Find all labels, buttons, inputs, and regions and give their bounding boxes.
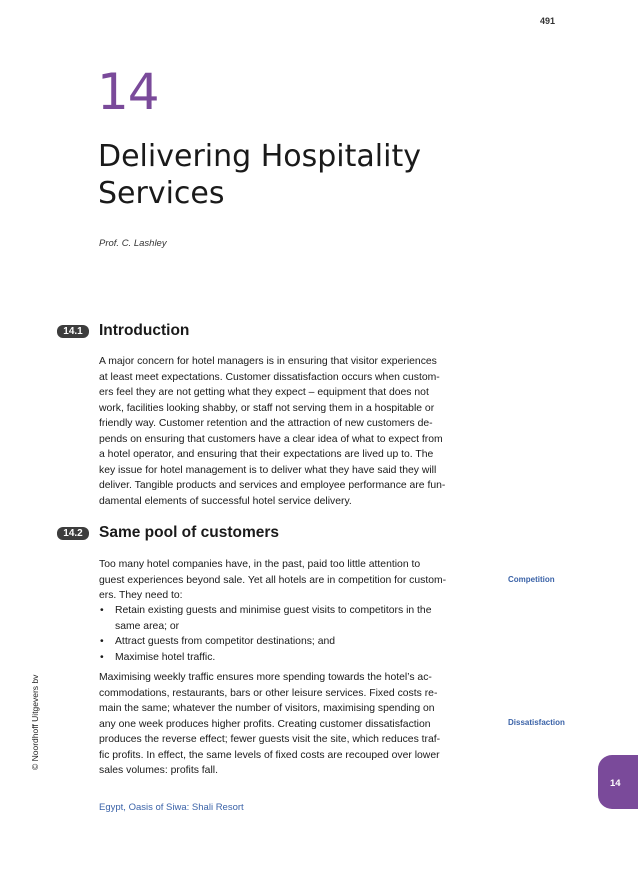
text-line: Maximising weekly traffic ensures more spending towards the hotel’s ac- bbox=[99, 672, 432, 683]
text-line: any one week produces higher profits. Creating customer dissatisfaction bbox=[99, 718, 431, 730]
section-badge: 14.2 bbox=[57, 527, 89, 540]
chapter-tab-label: 14 bbox=[610, 778, 621, 789]
text-line: friendly way. Customer retention and the attraction of new customers de- bbox=[99, 418, 433, 429]
text-line: key issue for hotel management is to deliver what they have said they will bbox=[99, 464, 437, 476]
page-number: 491 bbox=[540, 16, 556, 26]
margin-note-dissatisfaction: Dissatisfaction bbox=[508, 718, 565, 727]
text-line: commodations, restaurants, bars or other leisure services. Fixed costs re- bbox=[99, 687, 438, 699]
section-title: Introduction bbox=[99, 322, 190, 339]
text-line: at least meet expectations. Customer dissatisfaction occurs when custom- bbox=[99, 371, 440, 383]
text-line: same area; or bbox=[115, 620, 180, 632]
text-line: deliver. Tangible products and services and employee performance are fun- bbox=[99, 480, 446, 491]
text-line: pends on ensuring that customers have a clear idea of what to expect from bbox=[99, 433, 443, 445]
list-item bbox=[99, 634, 494, 650]
section-paragraph bbox=[99, 354, 494, 509]
chapter-number: 14 bbox=[97, 63, 159, 121]
section-paragraph bbox=[99, 670, 494, 779]
section-paragraph bbox=[99, 557, 494, 604]
text-line: main the same; whatever the number of visitors, maximising spending on bbox=[99, 703, 435, 714]
chapter-title bbox=[98, 138, 518, 212]
section-badge: 14.1 bbox=[57, 325, 89, 338]
text-line: a hotel operator, and ensuring that their expectations are lived up to. The bbox=[99, 449, 434, 460]
text-line: produces the reverse effect; fewer guests visit the site, which reduces traf- bbox=[99, 734, 441, 745]
text-line: work, facilities looking shabby, or staff not serving them in a hospitable or bbox=[99, 402, 435, 414]
list-item bbox=[99, 603, 494, 634]
text-line: • Attract guests from competitor destinations; and bbox=[115, 636, 336, 647]
text-line: • Retain existing guests and minimise guest visits to competitors in the bbox=[115, 605, 432, 616]
image-caption: Egypt, Oasis of Siwa: Shali Resort bbox=[99, 802, 244, 813]
margin-note-competition: Competition bbox=[508, 575, 555, 584]
chapter-title-line: Delivering Hospitality bbox=[98, 139, 421, 174]
text-line: fic profits. In effect, the same levels of fixed costs are recouped over lower bbox=[99, 749, 440, 761]
text-line: sales volumes: profits fall. bbox=[99, 765, 218, 776]
author-name: Prof. C. Lashley bbox=[99, 238, 167, 249]
text-line: damental elements of successful hotel service delivery. bbox=[99, 495, 352, 507]
text-line: Too many hotel companies have, in the past, paid too little attention to bbox=[99, 559, 421, 570]
copyright-notice: © Noordhoff Uitgevers bv bbox=[30, 674, 40, 770]
chapter-tab bbox=[598, 755, 638, 809]
bullet-list bbox=[99, 603, 494, 665]
section-title: Same pool of customers bbox=[99, 524, 280, 541]
chapter-title-line: Services bbox=[98, 176, 225, 211]
list-item bbox=[99, 650, 494, 666]
text-line: A major concern for hotel managers is in ensuring that visitor experiences bbox=[99, 356, 437, 367]
text-line: ers feel they are not getting what they expect – equipment that does not bbox=[99, 387, 429, 398]
text-line: guest experiences beyond sale. Yet all hotels are in competition for custom- bbox=[99, 574, 447, 586]
text-line: • Maximise hotel traffic. bbox=[115, 651, 216, 663]
text-line: ers. They need to: bbox=[99, 590, 183, 601]
